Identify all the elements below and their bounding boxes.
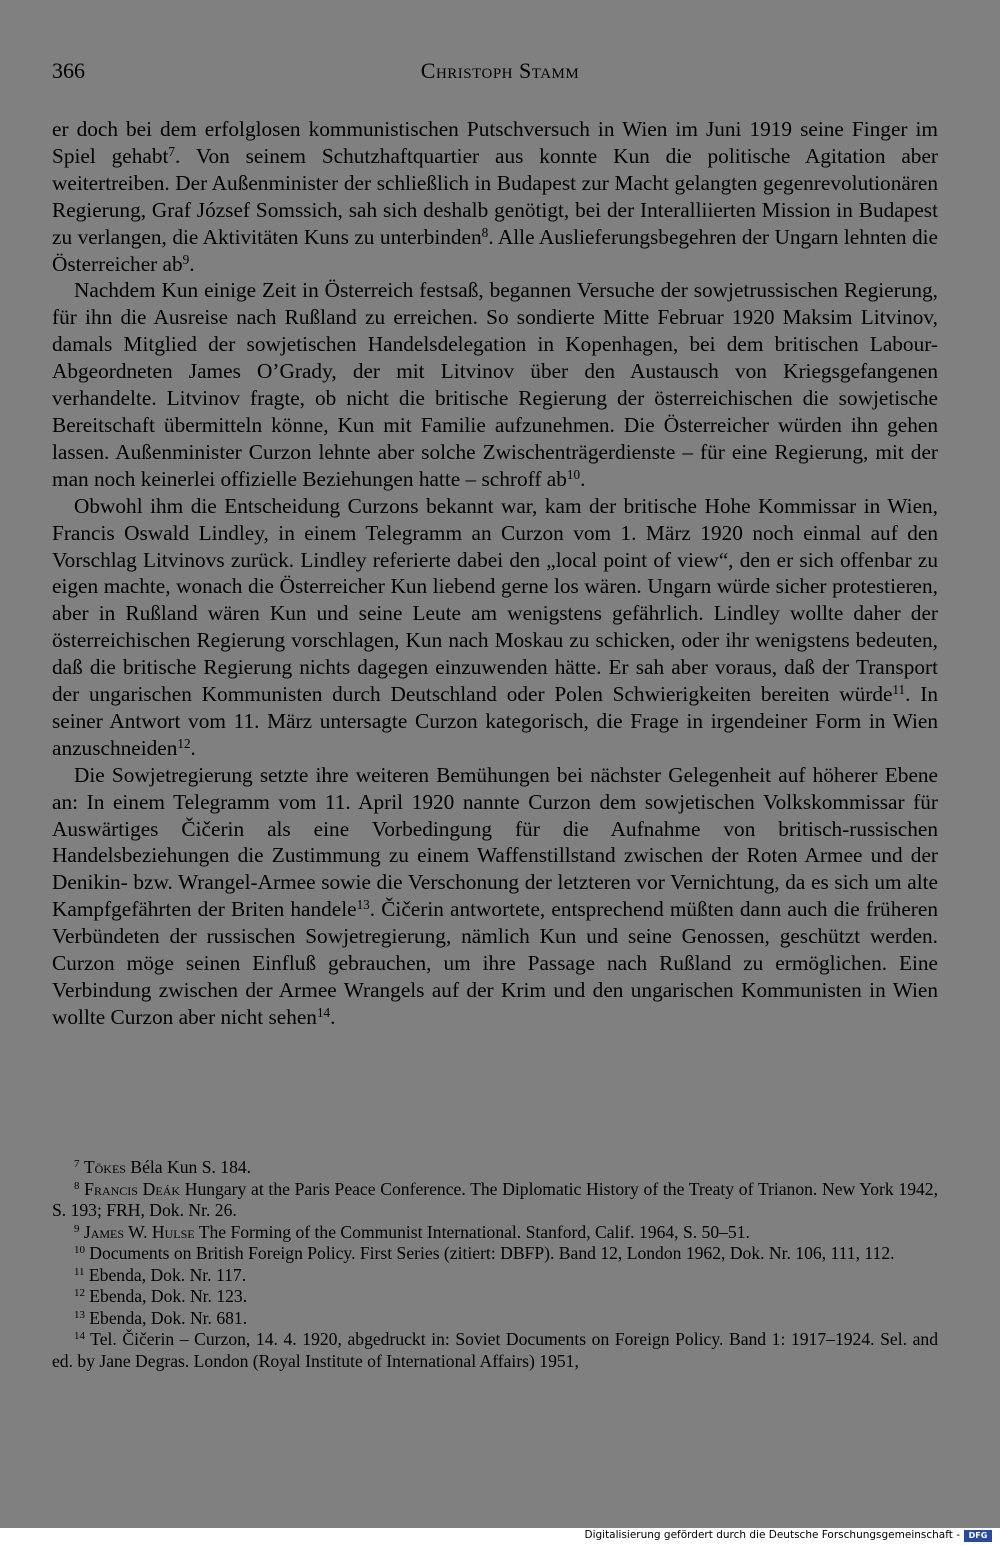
- footnote-author: Francis Deák: [84, 1178, 181, 1199]
- footnote-12: [52, 1286, 938, 1308]
- running-head: Christoph Stamm: [420, 58, 580, 83]
- footnote-text: Ebenda, Dok. Nr. 117.: [84, 1264, 247, 1285]
- footnote-text: The Forming of the Communist International. Stanford, Calif. 1964, S. 50–51.: [194, 1221, 750, 1242]
- footnote-ref: 10: [566, 466, 581, 482]
- digitization-footer: [0, 1528, 1000, 1545]
- text-run: Nachdem Kun einige Zeit in Österreich festsaß, begannen Versuche der sowjetrussischen Regierung, für ihn die Ausreise nach Rußland zu erreichen. So sondierte Mitte Februar 1920 Maksim Litvinov, damals Mitglied der sowjetischen Handelsdelegation in Kopenhagen, bei dem britischen Labour-Abgeordneten James O’Grady, der mit Litvinov über den Austausch von Kriegsgefangenen verhandelte. Litvinov fragte, ob nicht die britische Regierung der österreichischen die sowjetische Bereitschaft übermitteln könne, Kun mit Familie aufzunehmen. Die Österreicher würden ihn gehen lassen. Außenminister Curzon lehnte aber solche Zwischenträgerdienste – für eine Regierung, mit der man noch keinerlei offizielle Beziehungen hatte – schroff ab: [52, 278, 938, 491]
- text-run: . Alle Auslieferungsbegehren der Ungarn lehnten die Österreicher ab: [52, 224, 938, 276]
- text-run: . In seiner Antwort vom 11. März untersagte Curzon kategorisch, die Frage in irgendeiner Form in Wien anzuschneiden: [52, 682, 938, 760]
- text-run: Obwohl ihm die Entscheidung Curzons bekannt war, kam der britische Hohe Kommissar in Wien, Francis Oswald Lindley, in einem Telegramm an Curzon vom 1. März 1920 noch einmal auf den Vorschlag Litvinovs zurück. Lindley referierte dabei den „local point of view“, den er sich offenbar zu eigen machte, wonach die Österreicher Kun liebend gerne los wären. Ungarn würde sicher protestieren, aber in Rußland wären Kun und seine Leute am wenigstens gefährlich. Lindley wollte daher der österreichischen Regierung vorschlagen, Kun nach Moskau zu schicken, oder ihr wenigstens bedeuten, daß die britische Regierung nichts dagegen einzuwenden hätte. Er sah aber voraus, daß der Transport der ungarischen Kommunisten durch Deutschland oder Polen Schwierigkeiten bereiten würde: [52, 493, 938, 707]
- footnote-ref: 8: [481, 224, 489, 240]
- footnote-text: Ebenda, Dok. Nr. 681.: [84, 1307, 248, 1328]
- paragraph-4: [52, 762, 938, 1031]
- text-run: er doch bei dem erfolglosen kommunistischen Putschversuch in Wien im Juni 1919 seine Finger im Spiel gehabt: [52, 117, 938, 168]
- footnote-13: [52, 1308, 938, 1330]
- footnote-number: 13: [74, 1308, 85, 1321]
- footnote-text: Hungary at the Paris Peace Conference. The Diplomatic History of the Treaty of Trianon. New York 1942, S. 193; FRH, Dok. Nr. 26.: [52, 1178, 938, 1220]
- footnote-ref: 14: [316, 1004, 331, 1020]
- footnote-number: 12: [74, 1287, 85, 1299]
- dfg-logo: DFG: [964, 1530, 992, 1542]
- footnote-14: [52, 1329, 938, 1372]
- footnote-number: 8: [74, 1179, 80, 1192]
- text-run: .: [190, 735, 196, 760]
- paragraph-3: [52, 493, 938, 762]
- body-text: [52, 116, 938, 1031]
- text-run: Die Sowjetregierung setzte ihre weiteren Bemühungen bei nächster Gelegenheit auf höherer Ebene an: In einem Telegramm vom 11. April 1920 nannte Curzon dem sowjetischen Volkskommissar für Auswärtiges Čičerin als eine Vorbedingung für die Aufnahme von britisch-russischen Handelsbeziehungen die Zustimmung zu einem Waffenstillstand zwischen der Roten Armee und der Denikin- bzw. Wrangel-Armee sowie die Verschonung der letzteren vor Vernichtung, da es sich um alte Kampfgefährten der Briten handele: [52, 762, 938, 922]
- footnote-9: [52, 1222, 938, 1244]
- footnotes: [52, 1157, 938, 1372]
- footnote-number: 14: [74, 1330, 85, 1342]
- footnote-ref: 9: [182, 251, 190, 267]
- footnote-11: [52, 1265, 938, 1287]
- footnote-ref: 13: [356, 897, 370, 913]
- footnote-number: 11: [74, 1265, 85, 1278]
- footnote-8: [52, 1179, 938, 1222]
- footnote-number: 10: [74, 1244, 85, 1256]
- footnote-ref: 12: [177, 735, 191, 751]
- text-run: .: [189, 251, 195, 276]
- text-run: . Von seinem Schutzhaftquartier aus konnte Kun die politische Agitation aber weitertreiben. Der Außenminister der schließlich in Budapest zur Macht gelangten gegenrevolutionären Regierung, Graf József Somssich, sah sich deshalb genötigt, bei der Interalliierten Mission in Budapest zu verlangen, die Aktivitäten Kuns zu unterbinden: [52, 143, 938, 249]
- footnote-number: 9: [74, 1222, 80, 1235]
- footnote-10: [52, 1243, 938, 1265]
- text-run: . Čičerin antwortete, entsprechend müßten dann auch die früheren Verbündeten der russischen Sowjetregierung, nämlich Kun und seine Genossen, geschützt werden. Curzon möge seinen Einfluß gebrauchen, um ihre Passage nach Rußland zu ermöglichen. Eine Verbindung zwischen der Armee Wrangels auf der Krim und den ungarischen Kommunisten in Wien wollte Curzon aber nicht sehen: [52, 897, 938, 1029]
- footnote-text: Ebenda, Dok. Nr. 123.: [84, 1286, 248, 1306]
- paragraph-1: [52, 116, 938, 277]
- page-header: [52, 58, 948, 88]
- footnote-number: 7: [74, 1158, 80, 1170]
- paragraph-2: [52, 277, 938, 492]
- text-run: .: [330, 1004, 336, 1029]
- text-run: .: [580, 466, 586, 491]
- footnote-text: Béla Kun S. 184.: [125, 1157, 252, 1177]
- footnote-author: James W. Hulse: [83, 1221, 195, 1242]
- footnote-ref: 7: [168, 143, 176, 159]
- footnote-ref: 11: [892, 681, 906, 697]
- page-number: 366: [52, 58, 85, 83]
- footnote-text: Tel. Čičerin – Curzon, 14. 4. 1920, abgedruckt in: Soviet Documents on Foreign Policy. Band 1: 1917–1924. Sel. and ed. by Jane Degras. London (Royal Institute of International Affairs) 1951,: [52, 1329, 938, 1371]
- footnote-author: Tökes: [83, 1157, 126, 1177]
- funding-credit: Digitalisierung gefördert durch die Deutsche Forschungsgemeinschaft -: [584, 1529, 960, 1541]
- footnote-text: Documents on British Foreign Policy. First Series (zitiert: DBFP). Band 12, London 1962, Dok. Nr. 106, 111, 112.: [84, 1243, 895, 1263]
- footnote-7: [52, 1157, 938, 1179]
